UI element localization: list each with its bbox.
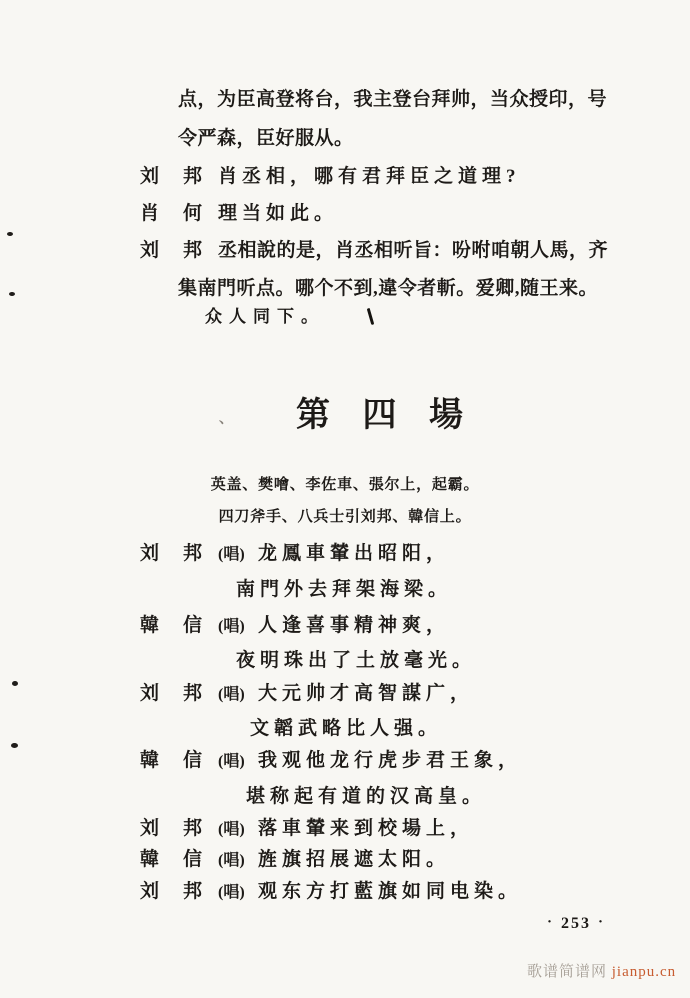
sung-row — [140, 616, 450, 636]
ink-stroke-mark — [367, 308, 375, 325]
ink-speck — [9, 292, 15, 296]
stage-direction: 英盖、樊噲、李佐車、張尔上，起霸。 — [210, 477, 480, 493]
speaker-name: 何 — [183, 203, 208, 224]
speaker-name: 刘 — [140, 240, 160, 261]
sung-continuation: 文韜武略比人强。 — [250, 718, 443, 739]
carryover-line-2: 令严森，臣好服从。 — [178, 128, 354, 149]
watermark — [527, 965, 676, 981]
ink-speck — [11, 743, 18, 748]
sing-tag: (唱) — [218, 618, 245, 635]
scene-title: 第 四 場 — [296, 397, 464, 434]
sung-line: 我观他龙行虎步君王象， — [258, 750, 523, 771]
speaker-name: 肖 — [140, 203, 165, 224]
speaker-name: 信 — [183, 849, 208, 870]
sung-row — [140, 544, 450, 564]
stage-direction: 四刀斧手、八兵士引刘邦、韓信上。 — [218, 509, 472, 525]
page-number-value: 253 — [561, 915, 592, 932]
speaker-name: 韓 — [140, 615, 165, 636]
sing-tag: (唱) — [218, 821, 245, 838]
sing-tag: (唱) — [218, 686, 245, 703]
sing-tag: (唱) — [218, 546, 245, 563]
speaker-name: 韓 — [140, 750, 165, 771]
dialogue-wrap-line: 集南門听点。哪个不到,違令者斬。爱卿,随王来。 — [178, 278, 599, 299]
speaker-name: 刘 — [140, 543, 165, 564]
carryover-line-1: 点，为臣高登将台，我主登台拜帅，当众授印，号 — [178, 89, 608, 110]
exit-stage-direction: 众人同下。 — [205, 307, 325, 326]
dialogue-text: 肖丞相，哪有君拜臣之道理? — [218, 166, 521, 187]
sung-line: 龙鳳車輦出昭阳， — [258, 543, 451, 564]
speaker-name: 邦 — [183, 166, 208, 187]
speaker-name: 邦 — [183, 881, 208, 902]
dialogue-text: 丞相說的是，肖丞相听旨：吩咐咱朝人馬，齐 — [218, 240, 609, 261]
speaker-name: 邦 — [183, 818, 208, 839]
sing-tag: (唱) — [218, 852, 245, 869]
sing-tag: (唱) — [218, 884, 245, 901]
speaker-name: 邦 — [183, 240, 203, 261]
speaker-name: 韓 — [140, 849, 165, 870]
speaker-name: 刘 — [140, 881, 165, 902]
dialogue-row — [140, 167, 521, 187]
speaker-name: 邦 — [183, 683, 208, 704]
sung-row — [140, 882, 522, 902]
sung-line: 落車輦来到校場上， — [258, 818, 475, 839]
sung-continuation: 南門外去拜架海梁。 — [236, 579, 453, 600]
dialogue-text: 理当如此。 — [218, 203, 339, 224]
sung-line: 人逢喜事精神爽， — [258, 615, 451, 636]
sung-continuation: 堪称起有道的汉高皇。 — [246, 786, 487, 807]
speaker-name: 邦 — [183, 543, 208, 564]
sung-line: 旌旗招展遮太阳。 — [258, 849, 451, 870]
stray-comma-mark: 、 — [219, 412, 233, 427]
sung-row — [140, 751, 522, 771]
sing-tag: (唱) — [218, 753, 245, 770]
page-number-dot: · — [547, 914, 555, 930]
speaker-name: 信 — [183, 615, 208, 636]
page-number — [540, 916, 612, 933]
sung-row — [140, 850, 450, 870]
dialogue-row — [140, 241, 608, 261]
sung-row — [140, 684, 474, 704]
speaker-name: 信 — [183, 750, 208, 771]
speaker-name: 刘 — [140, 683, 165, 704]
speaker-name: 刘 — [140, 166, 165, 187]
watermark-site-url: jianpu.cn — [611, 964, 677, 980]
sung-line: 大元帅才高智謀广， — [258, 683, 475, 704]
sung-row — [140, 819, 474, 839]
watermark-site-name: 歌谱简谱网 — [527, 964, 608, 980]
speaker-name: 刘 — [140, 818, 165, 839]
ink-speck — [12, 681, 18, 686]
page-number-dot: · — [598, 914, 606, 930]
sung-line: 观东方打藍旗如同电染。 — [258, 881, 523, 902]
sung-continuation: 夜明珠出了土放毫光。 — [236, 650, 477, 671]
ink-speck — [7, 232, 13, 236]
dialogue-row — [140, 204, 338, 224]
